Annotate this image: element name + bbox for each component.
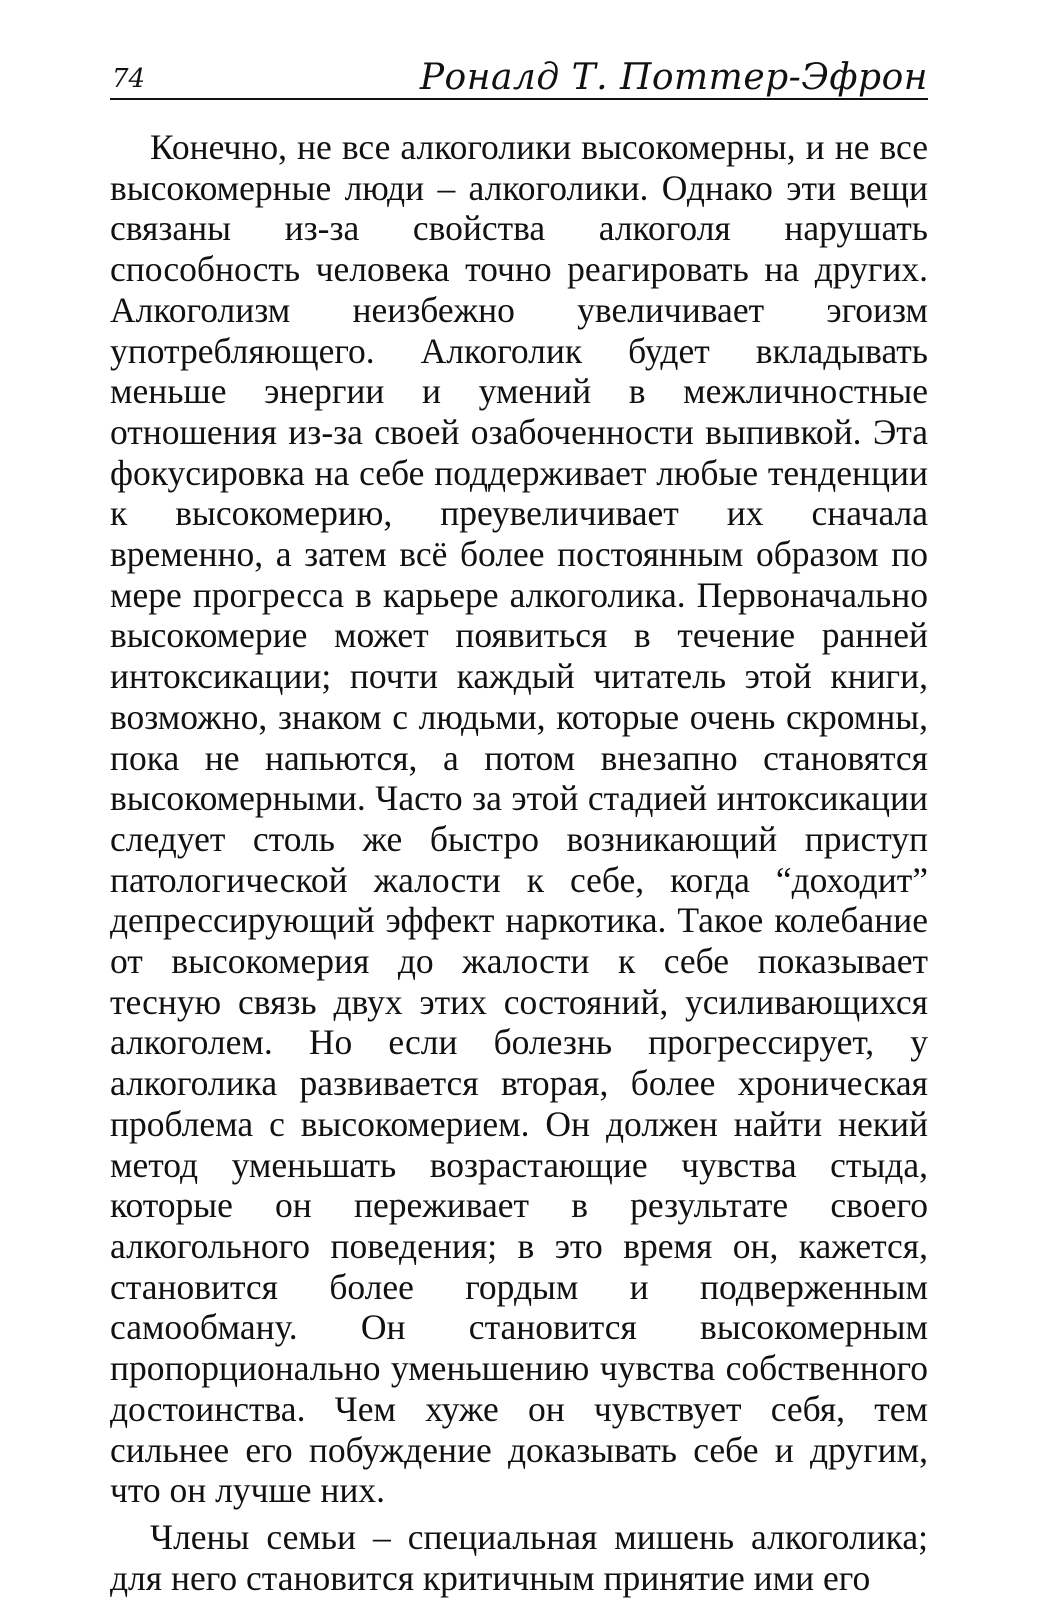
page-number: 74 — [112, 64, 146, 94]
paragraph-2: Члены семьи – специальная мишень алкоголика; для него становится критичным принятие ими его — [110, 1516, 928, 1598]
paragraph-1: Конечно, не все алкоголики высокомерны, и не все высокомерные люди – алкоголики. Однако эти вещи связаны из-за свойства алкоголя нарушать способность человека точно реагировать на других. Алкоголизм неизбежно увеличивает эгоизм употребляющего. Алкоголик будет вкладывать меньше энергии и умений в межличностные отношения из-за своей озабоченности выпивкой. Эта фокусировка на себе поддерживает любые тенденции к высокомерию, преувеличивает их сначала временно, а затем всё более постоянным образом по мере прогресса в карьере алкоголика. Первоначально высокомерие может появиться в течение ранней интоксикации; почти каждый читатель этой книги, возможно, знаком с людьми, которые очень скромны, пока не напьются, а потом внезапно становятся высокомерными. Часто за этой стадией интоксикации следует столь же быстро возникающий приступ патологической жалости к себе, когда “доходит” депрессирующий эффект наркотика. Такое колебание от высокомерия до жалости к себе показывает тесную связь двух этих состояний, усиливающихся алкоголем. Но если болезнь прогрессирует, у алкоголика развивается вторая, более хроническая проблема с высокомерием. Он должен найти некий метод уменьшать возрастающие чувства стыда, которые он переживает в результате своего алкогольного поведения; в это время он, кажется, становится более гордым и подверженным самообману. Он становится высокомерным пропорционально уменьшению чувства собственного достоинства. Чем хуже он чувствует себя, тем сильнее его побуждение доказывать себе и другим, что он лучше них. — [110, 127, 928, 1511]
running-title: Роналд Т. Поттер-Эфрон — [419, 57, 928, 98]
book-page — [110, 40, 928, 1598]
running-header — [110, 40, 928, 100]
body-text — [110, 127, 928, 1598]
